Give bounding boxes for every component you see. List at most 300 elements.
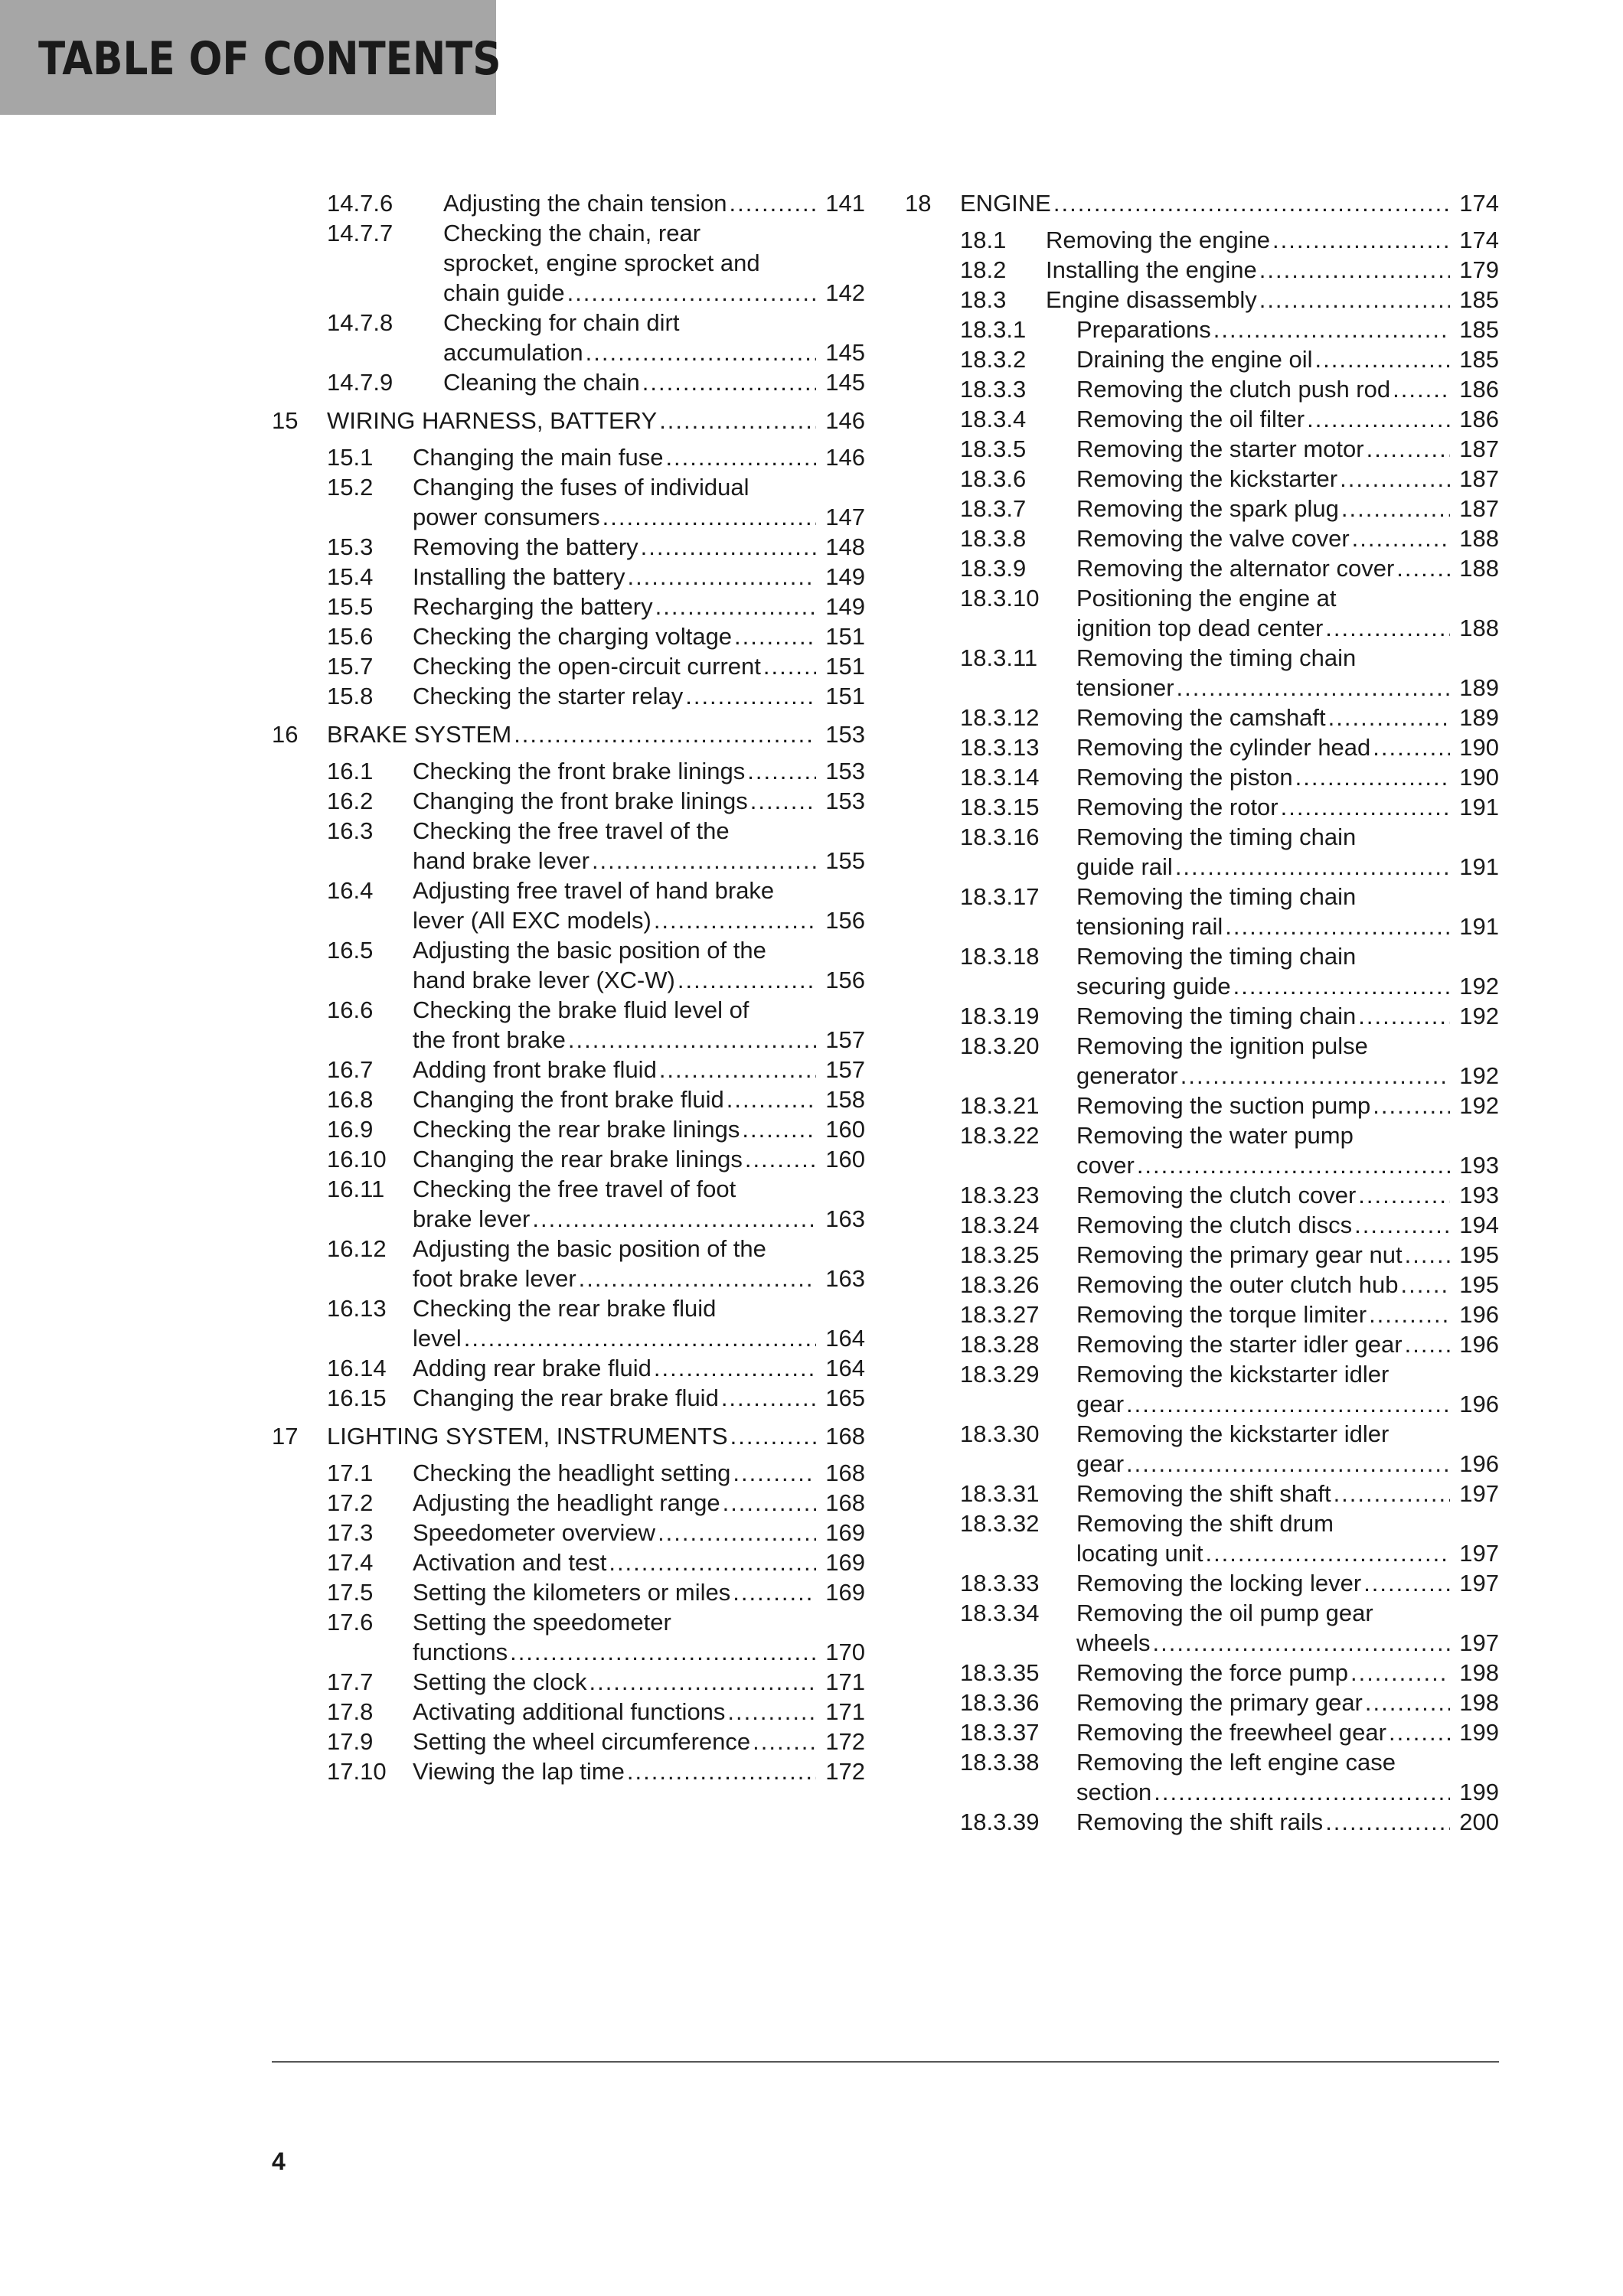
dot-leader (1181, 1061, 1450, 1091)
toc-entry-title: Activation and test (413, 1549, 607, 1576)
toc-entry-title: Removing the freewheel gear (1076, 1719, 1386, 1746)
toc-entry-title: Preparations (1076, 316, 1211, 343)
toc-entry-title: Removing the kickstarter (1076, 465, 1338, 492)
toc-entry[interactable] (272, 562, 865, 592)
toc-page-number: 169 (825, 1579, 865, 1606)
toc-entry-number: 18.3.7 (960, 495, 1027, 522)
toc-entry-number: 15.4 (327, 563, 374, 590)
toc-entry-title: Removing the timing chain (1076, 823, 1357, 850)
toc-entry-number: 15 (272, 407, 299, 434)
dot-leader (654, 905, 816, 935)
toc-entry[interactable] (272, 995, 865, 1055)
toc-entry[interactable] (905, 792, 1499, 822)
toc-entry[interactable] (272, 786, 865, 816)
toc-entry-number: 18.3.19 (960, 1003, 1040, 1029)
dot-leader (1396, 553, 1450, 583)
toc-entry-title: Checking the rear brake fluid (413, 1295, 717, 1322)
toc-page-number: 170 (825, 1639, 865, 1665)
toc-page-number: 189 (1459, 704, 1499, 731)
toc-entry[interactable] (905, 941, 1499, 1001)
toc-entry[interactable] (905, 1717, 1499, 1747)
toc-page-number: 193 (1459, 1152, 1499, 1179)
toc-entry[interactable] (272, 218, 865, 308)
toc-entry-number: 17.4 (327, 1549, 374, 1576)
toc-entry[interactable] (905, 882, 1499, 941)
toc-entry[interactable] (272, 1353, 865, 1383)
dot-leader (665, 442, 816, 472)
toc-entry-title: Removing the primary gear (1076, 1689, 1363, 1716)
toc-entry-title: LIGHTING SYSTEM, INSTRUMENTS (327, 1423, 728, 1450)
toc-entry[interactable] (905, 553, 1499, 583)
toc-entry[interactable] (905, 1329, 1499, 1359)
dot-leader (1281, 792, 1450, 822)
dot-leader (727, 1084, 816, 1114)
toc-entry-title: Removing the battery (413, 533, 638, 560)
dot-leader (514, 719, 816, 749)
toc-entry[interactable] (272, 1084, 865, 1114)
toc-page-number: 174 (1459, 190, 1499, 217)
toc-column-left (272, 188, 865, 1786)
dot-leader (1154, 1777, 1450, 1807)
toc-page-number: 196 (1459, 1301, 1499, 1328)
toc-entry[interactable] (905, 285, 1499, 315)
toc-entry-title: hand brake lever (413, 847, 589, 874)
toc-entry[interactable] (905, 1001, 1499, 1031)
toc-page-number: 188 (1459, 525, 1499, 552)
toc-entry-number: 18.3.10 (960, 585, 1040, 612)
toc-entry[interactable] (272, 472, 865, 532)
dot-leader (567, 278, 816, 308)
toc-page-number: 168 (825, 1489, 865, 1516)
toc-entry-title: Changing the main fuse (413, 444, 664, 471)
dot-leader (1295, 762, 1450, 792)
toc-page-number: 163 (825, 1265, 865, 1292)
toc-entry[interactable] (905, 1479, 1499, 1508)
toc-entry-number: 14.7.6 (327, 190, 394, 217)
toc-entry[interactable] (905, 315, 1499, 344)
toc-page-number: 168 (825, 1459, 865, 1486)
dot-leader (1350, 1658, 1450, 1688)
toc-page-number: 185 (1459, 316, 1499, 343)
toc-entry[interactable] (272, 1174, 865, 1234)
dot-leader (655, 592, 816, 621)
toc-entry-number: 18.3.5 (960, 435, 1027, 462)
dot-leader (641, 532, 816, 562)
toc-entry-number: 18.3.18 (960, 943, 1040, 970)
toc-entry-title: Checking the open-circuit current (413, 653, 761, 680)
toc-entry-title: Removing the oil filter (1076, 406, 1305, 432)
dot-leader (1373, 1091, 1450, 1120)
dot-leader (654, 1353, 816, 1383)
toc-entry[interactable] (905, 1240, 1499, 1270)
toc-entry-number: 18.3.13 (960, 734, 1040, 761)
toc-entry-title: lever (All EXC models) (413, 907, 651, 934)
toc-page-number: 151 (825, 683, 865, 709)
toc-entry[interactable] (905, 523, 1499, 553)
toc-entry[interactable] (905, 344, 1499, 374)
toc-entry-title: Checking the chain, rear (443, 220, 701, 246)
toc-entry[interactable] (905, 404, 1499, 434)
toc-page-number: 156 (825, 907, 865, 934)
toc-entry[interactable] (905, 1688, 1499, 1717)
dot-leader (1053, 188, 1450, 218)
toc-entry-number: 18.3.2 (960, 346, 1027, 373)
toc-chapter[interactable] (272, 406, 865, 435)
dot-leader (603, 502, 816, 532)
toc-entry-title: Adding rear brake fluid (413, 1355, 651, 1381)
toc-page-number: 185 (1459, 286, 1499, 313)
toc-entry-number: 15.5 (327, 593, 374, 620)
toc-entry[interactable] (272, 1144, 865, 1174)
toc-entry[interactable] (272, 442, 865, 472)
toc-entry-title: Removing the water pump (1076, 1122, 1354, 1149)
toc-entry[interactable] (272, 1488, 865, 1518)
dot-leader (1358, 1180, 1450, 1210)
toc-page-number: 196 (1459, 1331, 1499, 1358)
toc-entry-title: Changing the front brake fluid (413, 1086, 724, 1113)
toc-entry[interactable] (272, 532, 865, 562)
toc-entry-number: 18.3.27 (960, 1301, 1040, 1328)
dot-leader (1126, 1449, 1450, 1479)
toc-entry[interactable] (905, 1658, 1499, 1688)
toc-entry-title: brake lever (413, 1205, 531, 1232)
toc-entry-title: Positioning the engine at (1076, 585, 1337, 612)
dot-leader (579, 1264, 816, 1293)
toc-entry-number: 18.3.4 (960, 406, 1027, 432)
toc-entry-number: 17.5 (327, 1579, 374, 1606)
toc-entry-number: 18.3.25 (960, 1241, 1040, 1268)
dot-leader (1259, 285, 1450, 315)
toc-entry-number: 17.9 (327, 1728, 374, 1755)
dot-leader (721, 1383, 816, 1413)
toc-entry[interactable] (905, 1270, 1499, 1300)
toc-entry-number: 16.10 (327, 1146, 387, 1172)
toc-entry-title: Adjusting the basic position of the (413, 937, 766, 964)
toc-entry-title: sprocket, engine sprocket and (443, 249, 760, 276)
dot-leader (1334, 1479, 1450, 1508)
toc-entry[interactable] (905, 1120, 1499, 1180)
toc-entry[interactable] (272, 308, 865, 367)
toc-entry[interactable] (905, 583, 1499, 643)
toc-entry-number: 17.7 (327, 1668, 374, 1695)
toc-page-number: 151 (825, 653, 865, 680)
dot-leader (742, 1114, 816, 1144)
toc-entry-number: 18.3.23 (960, 1182, 1040, 1208)
toc-entry-number: 18.3.28 (960, 1331, 1040, 1358)
toc-entry-number: 18.3.30 (960, 1420, 1040, 1447)
toc-entry-number: 16.12 (327, 1235, 387, 1262)
toc-entry-number: 17.1 (327, 1459, 374, 1486)
toc-page-number: 153 (825, 788, 865, 814)
toc-page-number: 187 (1459, 465, 1499, 492)
toc-entry-title: Draining the engine oil (1076, 346, 1313, 373)
dot-leader (1233, 971, 1450, 1001)
toc-page-number: 147 (825, 504, 865, 530)
toc-entry-number: 18.3.24 (960, 1212, 1040, 1238)
toc-chapter[interactable] (272, 719, 865, 749)
toc-entry-number: 18.3.36 (960, 1689, 1040, 1716)
toc-page-number: 151 (825, 623, 865, 650)
toc-page-number: 190 (1459, 734, 1499, 761)
toc-entry-title: Removing the clutch push rod (1076, 376, 1391, 403)
toc-entry[interactable] (905, 374, 1499, 404)
toc-entry-number: 17.6 (327, 1609, 374, 1636)
toc-entry-title: power consumers (413, 504, 600, 530)
toc-entry[interactable] (272, 1114, 865, 1144)
toc-entry[interactable] (905, 1807, 1499, 1837)
toc-page-number: 188 (1459, 555, 1499, 582)
toc-entry[interactable] (272, 1756, 865, 1786)
toc-entry[interactable] (272, 1577, 865, 1607)
toc-entry-title: Removing the clutch discs (1076, 1212, 1353, 1238)
toc-page-number: 197 (1459, 1629, 1499, 1656)
toc-entry-number: 18.3.22 (960, 1122, 1040, 1149)
dot-leader (734, 621, 816, 651)
toc-entry[interactable] (905, 762, 1499, 792)
toc-entry[interactable] (272, 188, 865, 218)
toc-entry-number: 16.4 (327, 877, 374, 904)
toc-entry[interactable] (272, 1383, 865, 1413)
toc-entry-title: Viewing the lap time (413, 1758, 625, 1785)
toc-entry[interactable] (272, 1548, 865, 1577)
toc-page-number: 168 (825, 1423, 865, 1450)
dot-leader (1389, 1717, 1450, 1747)
toc-entry[interactable] (272, 367, 865, 397)
toc-entry[interactable] (272, 1458, 865, 1488)
toc-entry-title: Setting the speedometer (413, 1609, 671, 1636)
dot-leader (1369, 1300, 1450, 1329)
toc-entry[interactable] (905, 1568, 1499, 1598)
toc-entry-number: 18.3.16 (960, 823, 1040, 850)
dot-leader (1340, 464, 1450, 494)
toc-entry-title: Adjusting the basic position of the (413, 1235, 766, 1262)
dot-leader (750, 786, 816, 816)
toc-entry-title: chain guide (443, 279, 565, 306)
dot-leader (627, 1756, 816, 1786)
toc-entry-number: 17.2 (327, 1489, 374, 1516)
dot-leader (568, 1025, 816, 1055)
dot-leader (1373, 732, 1450, 762)
toc-entry[interactable] (272, 1055, 865, 1084)
toc-entry-title: Removing the outer clutch hub (1076, 1271, 1399, 1298)
toc-entry[interactable] (905, 225, 1499, 255)
toc-entry-number: 18.3.3 (960, 376, 1027, 403)
toc-entry-number: 16.11 (327, 1176, 385, 1202)
toc-page-number: 155 (825, 847, 865, 874)
dot-leader (609, 1548, 816, 1577)
toc-entry[interactable] (272, 681, 865, 711)
toc-page-number: 156 (825, 967, 865, 993)
toc-page-number: 199 (1459, 1779, 1499, 1805)
toc-entry[interactable] (272, 592, 865, 621)
toc-entry[interactable] (905, 1508, 1499, 1568)
toc-page-number: 191 (1459, 794, 1499, 820)
toc-entry[interactable] (905, 1598, 1499, 1658)
toc-page-number: 195 (1459, 1241, 1499, 1268)
toc-entry[interactable] (272, 935, 865, 995)
toc-entry[interactable] (905, 434, 1499, 464)
toc-entry-title: Removing the kickstarter idler (1076, 1420, 1390, 1447)
toc-page-number: 146 (825, 444, 865, 471)
toc-page-number: 190 (1459, 764, 1499, 791)
toc-entry[interactable] (905, 822, 1499, 882)
toc-entry-number: 18.3.29 (960, 1361, 1040, 1388)
toc-page-number: 197 (1459, 1540, 1499, 1567)
toc-entry-title: Removing the starter idler gear (1076, 1331, 1403, 1358)
dot-leader (532, 1204, 816, 1234)
toc-entry[interactable] (272, 1607, 865, 1667)
toc-entry-title: Removing the left engine case (1076, 1749, 1396, 1776)
toc-entry-title: gear (1076, 1391, 1125, 1417)
toc-entry-title: gear (1076, 1450, 1125, 1477)
toc-entry-number: 18.3 (960, 286, 1007, 313)
toc-entry-title: Removing the timing chain (1076, 644, 1357, 671)
toc-entry-title: Checking the charging voltage (413, 623, 733, 650)
dot-leader (1405, 1329, 1450, 1359)
toc-entry-number: 18.3.17 (960, 883, 1040, 910)
toc-entry-title: Changing the fuses of individual (413, 474, 749, 501)
toc-page-number: 172 (825, 1728, 865, 1755)
toc-entry[interactable] (272, 651, 865, 681)
toc-entry-title: Removing the timing chain (1076, 1003, 1357, 1029)
dot-leader (1175, 852, 1450, 882)
toc-entry-title: Changing the front brake linings (413, 788, 748, 814)
toc-entry[interactable] (905, 732, 1499, 762)
toc-entry[interactable] (905, 643, 1499, 703)
dot-leader (589, 1667, 816, 1697)
toc-page-number: 153 (825, 758, 865, 784)
dot-leader (659, 1055, 816, 1084)
toc-entry[interactable] (272, 621, 865, 651)
dot-leader (733, 1577, 816, 1607)
toc-entry-number: 16.1 (327, 758, 374, 784)
toc-entry-title: Removing the force pump (1076, 1659, 1348, 1686)
toc-entry-title: Speedometer overview (413, 1519, 656, 1546)
toc-entry-number: 17 (272, 1423, 299, 1450)
toc-page-number: 192 (1459, 1003, 1499, 1029)
toc-page-number: 196 (1459, 1391, 1499, 1417)
toc-entry[interactable] (905, 255, 1499, 285)
toc-entry-number: 16.13 (327, 1295, 387, 1322)
toc-page-number: 196 (1459, 1450, 1499, 1477)
dot-leader (1358, 1001, 1450, 1031)
toc-entry[interactable] (272, 876, 865, 935)
toc-entry[interactable] (905, 1359, 1499, 1419)
toc-entry-number: 18.3.12 (960, 704, 1040, 731)
toc-entry-title: level (413, 1325, 462, 1352)
toc-entry[interactable] (905, 703, 1499, 732)
toc-entry-title: tensioning rail (1076, 913, 1223, 940)
toc-entry[interactable] (905, 1180, 1499, 1210)
toc-entry-number: 16.2 (327, 788, 374, 814)
toc-entry-title: hand brake lever (XC-W) (413, 967, 675, 993)
toc-entry-number: 16.3 (327, 817, 374, 844)
toc-entry[interactable] (272, 1727, 865, 1756)
toc-entry-title: Removing the ignition pulse (1076, 1032, 1368, 1059)
dot-leader (1259, 255, 1450, 285)
toc-entry[interactable] (905, 494, 1499, 523)
toc-entry[interactable] (905, 1091, 1499, 1120)
toc-chapter[interactable] (905, 188, 1499, 218)
dot-leader (1352, 523, 1450, 553)
toc-entry-number: 18 (905, 190, 932, 217)
toc-entry[interactable] (272, 1697, 865, 1727)
toc-page-number: 192 (1459, 1092, 1499, 1119)
toc-page-number: 179 (1459, 256, 1499, 283)
toc-entry-title: Checking the free travel of the (413, 817, 730, 844)
toc-entry-title: Removing the engine (1046, 227, 1270, 253)
toc-page-number: 157 (825, 1056, 865, 1083)
toc-entry-number: 15.3 (327, 533, 374, 560)
toc-entry[interactable] (905, 464, 1499, 494)
dot-leader (745, 1144, 816, 1174)
toc-entry[interactable] (272, 1518, 865, 1548)
dot-leader (592, 846, 816, 876)
dot-leader (642, 367, 816, 397)
dot-leader (723, 1488, 816, 1518)
toc-entry[interactable] (905, 1031, 1499, 1091)
toc-entry[interactable] (905, 1419, 1499, 1479)
toc-chapter[interactable] (272, 1421, 865, 1451)
toc-entry-number: 18.3.1 (960, 316, 1027, 343)
toc-entry[interactable] (905, 1747, 1499, 1807)
toc-entry-number: 17.3 (327, 1519, 374, 1546)
toc-entry[interactable] (272, 1293, 865, 1353)
toc-entry-number: 18.1 (960, 227, 1007, 253)
toc-entry[interactable] (272, 756, 865, 786)
toc-page-number: 145 (825, 339, 865, 366)
toc-entry[interactable] (905, 1210, 1499, 1240)
dot-leader (659, 406, 816, 435)
toc-entry-number: 15.8 (327, 683, 374, 709)
dot-leader (1367, 434, 1450, 464)
toc-entry-title: tensioner (1076, 674, 1174, 701)
toc-entry-number: 18.3.15 (960, 794, 1040, 820)
toc-entry-title: generator (1076, 1062, 1178, 1089)
dot-leader (1354, 1210, 1450, 1240)
toc-entry-title: Removing the shift shaft (1076, 1480, 1331, 1507)
toc-entry-title: securing guide (1076, 973, 1231, 1000)
toc-entry-title: Checking for chain dirt (443, 309, 680, 336)
dot-leader (1400, 1270, 1450, 1300)
toc-entry[interactable] (272, 816, 865, 876)
toc-entry-number: 16.9 (327, 1116, 374, 1143)
toc-entry-number: 16.6 (327, 996, 374, 1023)
toc-page-number: 160 (825, 1146, 865, 1172)
dot-leader (730, 1421, 816, 1451)
toc-entry-title: Removing the camshaft (1076, 704, 1326, 731)
dot-leader (510, 1637, 816, 1667)
toc-page-number: 160 (825, 1116, 865, 1143)
toc-page-number: 141 (825, 190, 865, 217)
toc-entry-number: 18.3.11 (960, 644, 1038, 671)
dot-leader (627, 562, 816, 592)
dot-leader (1126, 1389, 1450, 1419)
footer-divider (272, 2061, 1499, 2063)
toc-page-number: 198 (1459, 1659, 1499, 1686)
dot-leader (1177, 673, 1450, 703)
dot-leader (1328, 703, 1450, 732)
toc-entry-number: 18.3.8 (960, 525, 1027, 552)
toc-page-number: 164 (825, 1325, 865, 1352)
toc-entry[interactable] (905, 1300, 1499, 1329)
toc-entry[interactable] (272, 1234, 865, 1293)
toc-entry-number: 17.8 (327, 1698, 374, 1725)
dot-leader (1225, 912, 1450, 941)
toc-entry[interactable] (272, 1667, 865, 1697)
toc-page-number: 185 (1459, 346, 1499, 373)
dot-leader (464, 1323, 816, 1353)
